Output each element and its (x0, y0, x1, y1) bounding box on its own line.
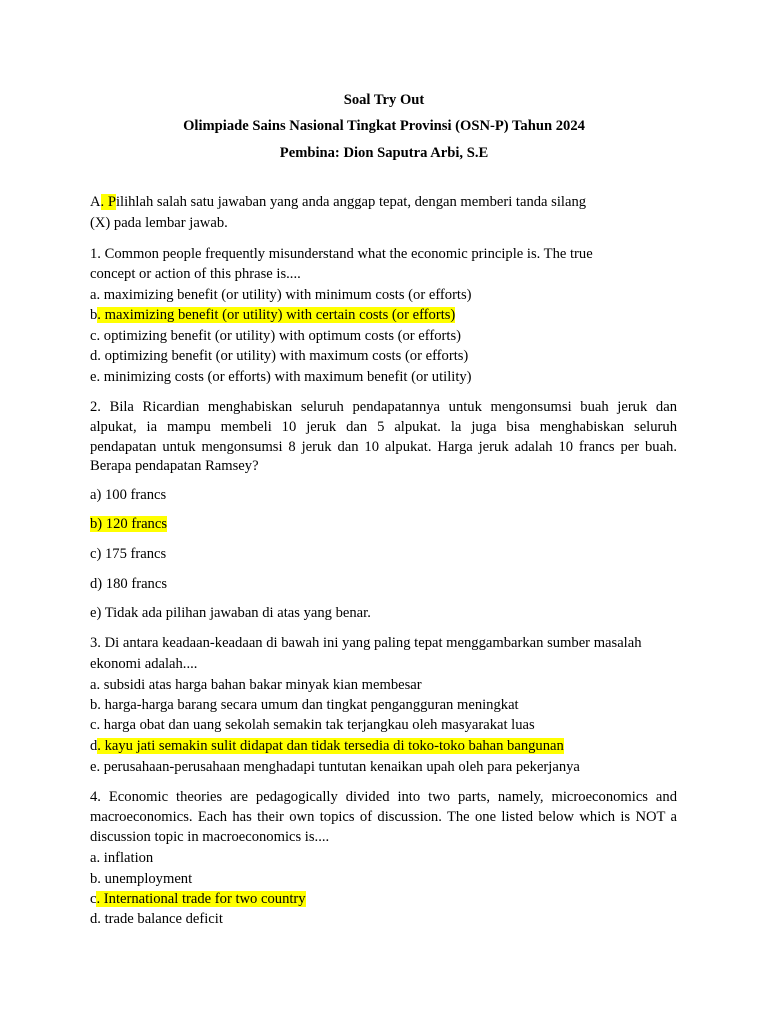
q3-option-d (90, 736, 564, 756)
q4-question-line: discussion topic in macroeconomics is.... (90, 829, 330, 845)
doc-event: Olimpiade Sains Nasional Tingkat Provinsi (OSN-P) Tahun 2024 (183, 118, 585, 134)
q2-option-e: e) Tidak ada pilihan jawaban di atas yang benar. (90, 605, 371, 621)
instruction-line-2: (X) pada lembar jawab. (90, 215, 228, 231)
q4-option-b: b. unemployment (90, 871, 193, 887)
q3-question-line: ekonomi adalah.... (90, 656, 198, 672)
instruction-letter: A (90, 194, 101, 210)
q2-answer-highlight: b) 120 francs (90, 516, 167, 532)
q1-question-line: concept or action of this phrase is.... (90, 266, 301, 282)
instruction-line-1 (90, 192, 586, 212)
q3-option-d-letter: d (90, 738, 98, 754)
q1-question-line: 1. Common people frequently misunderstand what the economic principle is. The true (90, 246, 593, 262)
q3-option-a: a. subsidi atas harga bahan bakar minyak kian membesar (90, 677, 422, 693)
doc-title: Soal Try Out (343, 92, 425, 108)
q1-option-b (90, 305, 455, 325)
q3-answer-highlight: . kayu jati semakin sulit didapat dan tidak tersedia di toko-toko bahan bangunan (97, 738, 564, 754)
doc-mentor: Pembina: Dion Saputra Arbi, S.E (279, 145, 489, 161)
q3-option-b: b. harga-harga barang secara umum dan tingkat pengangguran meningkat (90, 697, 519, 713)
q2-question-line: 2. Bila Ricardian menghabiskan seluruh pendapatannya untuk mengonsumsi buah jeruk dan (90, 399, 677, 415)
q3-option-e: e. perusahaan-perusahaan menghadapi tuntutan kenaikan upah oleh para pekerjanya (90, 759, 580, 775)
q2-option-a: a) 100 francs (90, 487, 167, 503)
q3-option-c: c. harga obat dan uang sekolah semakin tak terjangkau oleh masyarakat luas (90, 717, 535, 733)
q2-option-d: d) 180 francs (90, 576, 167, 592)
q2-question-line: alpukat, ia mampu membeli 10 jeruk dan 5 alpukat. la juga bisa menghabiskan seluruh (90, 419, 677, 435)
q2-option-b (90, 514, 167, 534)
q4-option-c-letter: c (90, 891, 97, 907)
q4-option-a: a. inflation (90, 850, 154, 866)
instruction-rest: ilihlah salah satu jawaban yang anda anggap tepat, dengan memberi tanda silang (115, 194, 587, 210)
q1-option-d: d. optimizing benefit (or utility) with maximum costs (or efforts) (90, 348, 469, 364)
q1-option-a: a. maximizing benefit (or utility) with minimum costs (or efforts) (90, 287, 472, 303)
q1-option-c: c. optimizing benefit (or utility) with optimum costs (or efforts) (90, 328, 461, 344)
q2-question-line: Berapa pendapatan Ramsey? (90, 458, 259, 474)
instruction-highlight: . P (100, 194, 116, 210)
q4-question-line: 4. Economic theories are pedagogically divided into two parts, namely, microeconomics and (90, 789, 677, 805)
q4-option-d: d. trade balance deficit (90, 911, 223, 927)
q4-question-line: macroeconomics. Each has their own topics of discussion. The one listed below which is NOT a (90, 809, 677, 825)
q3-question-line: 3. Di antara keadaan-keadaan di bawah ini yang paling tepat menggambarkan sumber masalah (90, 635, 642, 651)
q4-option-c (90, 889, 306, 909)
q2-question-line: pendapatan untuk mengonsumsi 8 jeruk dan 10 alpukat. Harga jeruk adalah 10 francs per buah. (90, 439, 677, 455)
q2-option-c: c) 175 francs (90, 546, 167, 562)
q1-option-b-letter: b (90, 307, 98, 323)
q4-answer-highlight: . International trade for two country (96, 891, 306, 907)
q1-answer-highlight: . maximizing benefit (or utility) with certain costs (or efforts) (97, 307, 456, 323)
q1-option-e: e. minimizing costs (or efforts) with maximum benefit (or utility) (90, 369, 472, 385)
